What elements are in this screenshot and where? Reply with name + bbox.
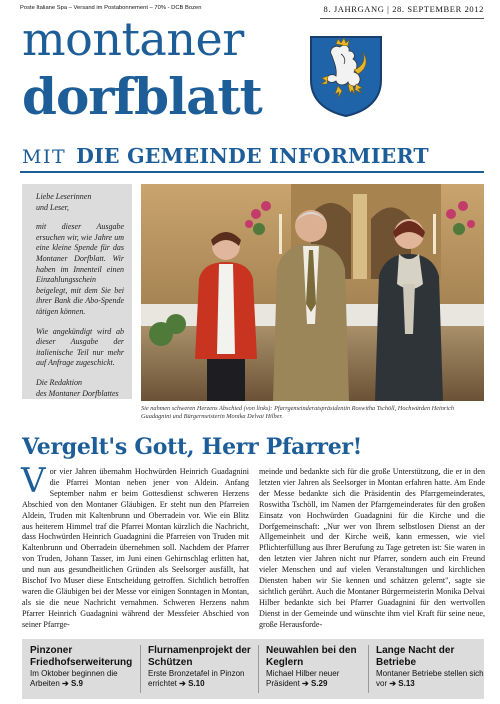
letter-salutation-1: Liebe Leserinnen (36, 192, 92, 201)
teaser-item[interactable] (266, 645, 374, 695)
subtitle (22, 144, 429, 168)
letter-paragraph-1: mit dieser Ausgabe ersuchen wir, wie Jahre um eine kleine Spende für das Montaner Dorfblatt. Wir haben im Innenteil einen Einzahlungsschein beigelegt, mit dem Sie bei ihrer Bank die Abo-Spende tätigen können. (36, 222, 124, 316)
teaser-text: Montaner Betriebe stellen sich vor ➔ S.13 (376, 669, 484, 688)
teaser-heading: Lange Nacht der Betriebe (376, 645, 455, 668)
teaser-item[interactable] (30, 645, 138, 695)
editorial-letter (22, 184, 132, 399)
letter-signature-2: des Montaner Dorfblattes (36, 388, 119, 398)
letter-salutation-2: und Leser, (36, 202, 69, 212)
teaser-page-ref: ➔ S.29 (302, 679, 328, 688)
postal-notice: Poste Italiane Spa – Versand im Postabonnement – 70% - DCB Bozen (20, 5, 202, 11)
masthead-line-1: montaner (22, 12, 244, 66)
teaser-text: Im Oktober beginnen die Arbeiten ➔ S.9 (30, 669, 118, 688)
subtitle-main: DIE GEMEINDE INFORMIERT (76, 144, 429, 168)
photo-caption: Sie nahmen schweren Herzens Abschied (von links): Pfarrgemeinderatspräsidentin Roswitha Tschöll, Hochwürden Heinrich Guadagnini und Bürgermeisterin Monika Delvai Hilber. (141, 405, 455, 420)
church-photo (141, 184, 484, 401)
article-text-2: meinde und bedankte sich für die große Unterstützung, die er in den letzten vier Jahren als Seelsorger in Montan erfahren hatte. Am Ende der Messe bedankte sich die Präsidentin des Pfarrgemeinderates, Roswitha Tschöll, im Namen der Pfarrgemeinderates für den großen Einsatz von Hochwürden Guadagnini für die Kirche und die Dorfgemeinschaft: „Nur wer von Ihrem selbstlosen Dienst an der Allgemeinheit und der Kirche weiß, kann ermessen, wie viel Pflichterfüllung aus Ihrer Berufung zu Tage getreten ist: Sie waren in den letzten vier Jahren nicht nur Pfarrer, sondern auch ein Freund vieler Menschen und auf vielen Veranstaltungen und kirchlichen Diensten haben wir Sie kennen und schätzen gelernt", sagte sie sichtlich gerührt. Auch die Montaner Bürgermeisterin Monika Delvai Hilber bedankte sich bei Pfarrer Guadagnini für den wertvollen Dienst in der Gemeinde und wünschte ihm viel Kraft für seine neue, große Herausforde- (259, 467, 485, 629)
subtitle-mit: MIT (22, 146, 67, 168)
teaser-heading: Flurnamenprojekt der Schützen (148, 645, 251, 668)
masthead-line-2: dorfblatt (22, 67, 262, 126)
teaser-page-ref: ➔ S.13 (389, 679, 415, 688)
teaser-item[interactable] (376, 645, 484, 695)
subtitle-rule (20, 171, 484, 173)
teaser-divider (140, 645, 141, 693)
teaser-bar (22, 639, 484, 699)
article-text-1: or vier Jahren übernahm Hochwürden Heinrich Guadagnini die Pfarrei Montan neben jener von Aldein. Anfang September nahm er beim Gottesdienst schweren Herzens Abschied von den Montaner Gläubigen. Er steht nun den Pfarreien Aldein, Truden mit Kaltenbrunn und Oberradein vor. Wie ein Blitz aus heiterem Himmel traf die Pfarrei Montan kürzlich die Nachricht, dass Hochwürden Heinrich Guadagnini die Pfarreien von Truden mit Kaltenbrunn und Oberradein übernehmen soll. Nachdem der Pfarrer von Truden, Johann Tasser, im Juni einen Gehirnschlag erlitten hat, und nun aus gesundheitlichen Gründen als Seelsorger ausfällt, hat Bischof Ivo Muser diese Entscheidung getroffen. Sichtlich betroffen waren die Gläubigen bei der Messe vor einigen Sonntagen in Montan, als sie die neue Nachricht vernahmen. Schweren Herzens nahm Pfarrer Heinrich Guadagnini während der Messfeier Abschied von seiner Pfarrge- (22, 467, 249, 629)
letter-signature-1: Die Redaktion (36, 377, 82, 387)
teaser-text: Erste Bronzetafel in Pinzon errichtet ➔ S.10 (148, 669, 245, 688)
teaser-heading: Pinzoner Friedhofserweiterung (30, 645, 133, 668)
teaser-item[interactable] (148, 645, 256, 695)
teaser-divider (258, 645, 259, 693)
teaser-page-ref: ➔ S.10 (179, 679, 205, 688)
article-column-1 (21, 461, 249, 631)
issue-rule (320, 18, 484, 19)
teaser-page-ref: ➔ S.9 (62, 679, 83, 688)
letter-paragraph-2: Wie angekündigt wird ab dieser Ausgabe der italienische Teil nur mehr auf Anfrage zugeschickt. (36, 326, 124, 368)
teaser-heading: Neuwahlen bei den Keglern (266, 645, 357, 668)
teaser-divider (368, 645, 369, 693)
drop-cap: V (21, 461, 46, 501)
article-column-2 (259, 467, 485, 631)
article-headline: Vergelt's Gott, Herr Pfarrer! (22, 434, 363, 460)
coat-of-arms-icon (308, 34, 384, 118)
teaser-text: Michael Hilber neuer Präsident ➔ S.29 (266, 669, 340, 688)
issue-info: 8. JAHRGANG | 28. SEPTEMBER 2012 (323, 4, 484, 14)
